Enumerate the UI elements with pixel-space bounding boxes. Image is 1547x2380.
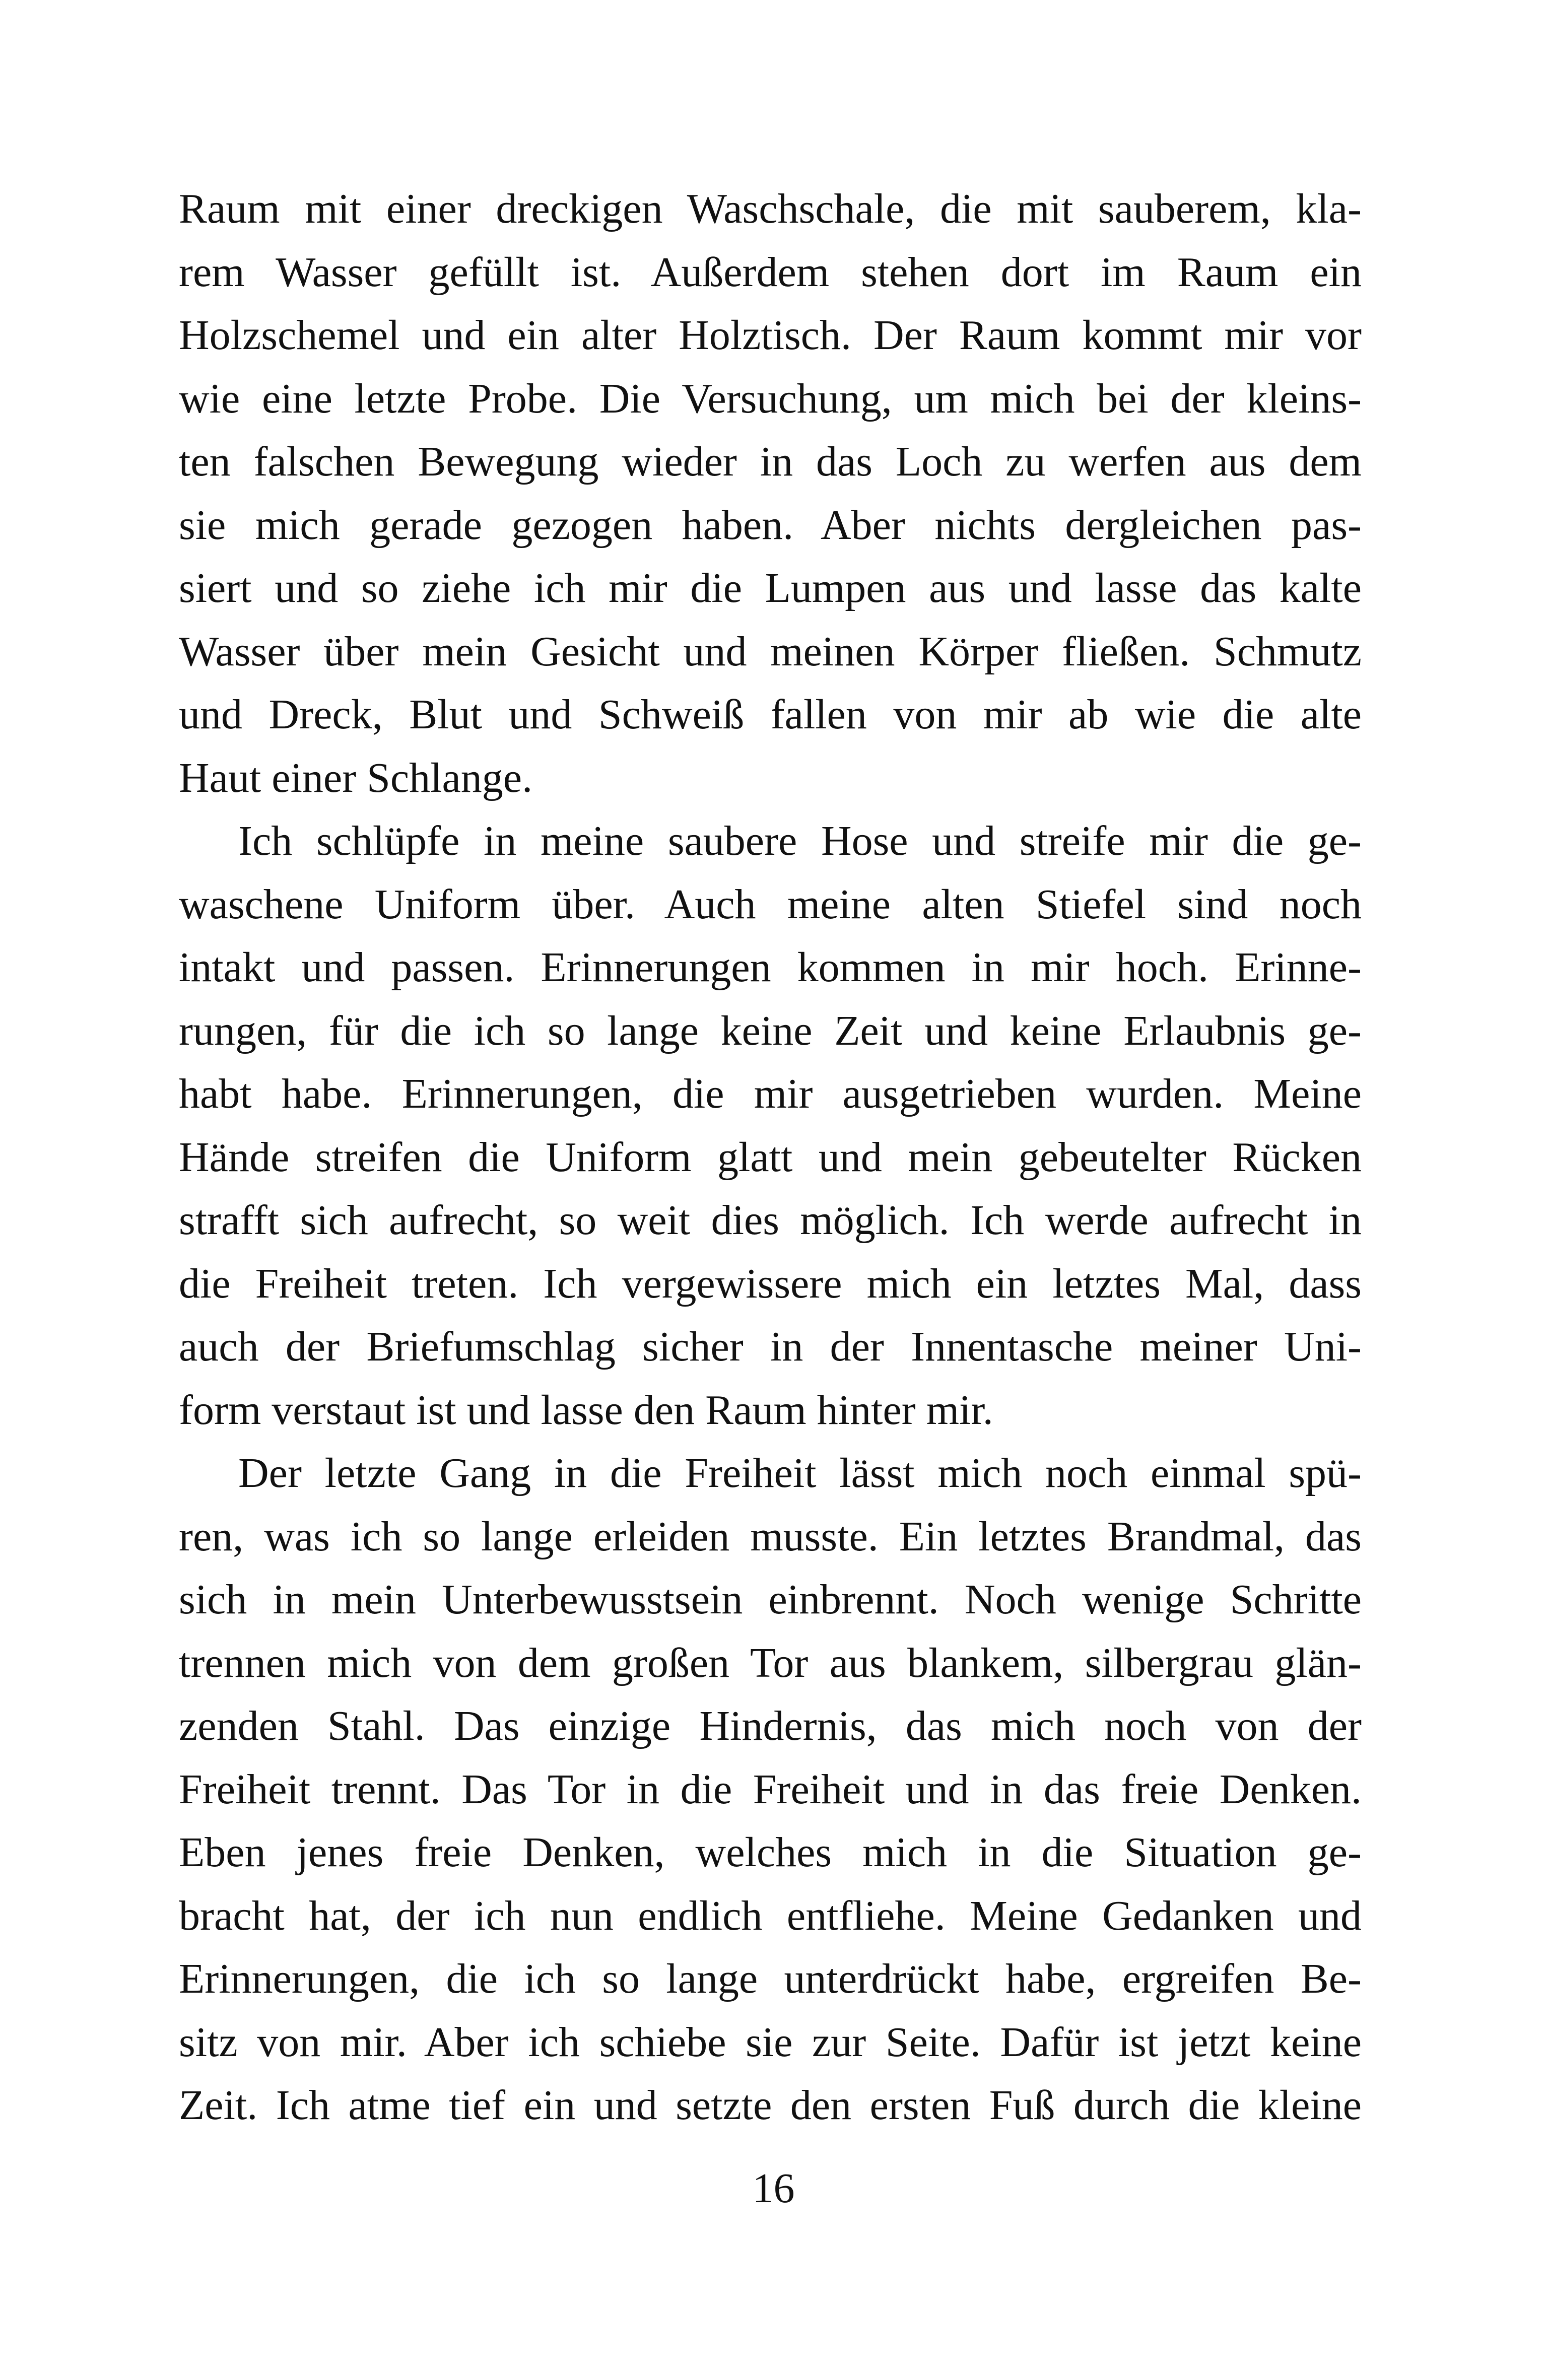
page-number: 16 bbox=[752, 2165, 795, 2212]
text-line: siert und so ziehe ich mir die Lumpen aus und lasse das kalte bbox=[179, 565, 1362, 611]
paragraph-end-line: form verstaut ist und lasse den Raum hinter mir. bbox=[179, 1386, 993, 1434]
body-text bbox=[179, 177, 1362, 2137]
text-line: Wasser über mein Gesicht und meinen Körper fließen. Schmutz bbox=[179, 628, 1362, 675]
text-line: sitz von mir. Aber ich schiebe sie zur Seite. Dafür ist jetzt keine bbox=[179, 2018, 1362, 2066]
text-line: und Dreck, Blut und Schweiß fallen von mir ab wie die alte bbox=[179, 691, 1362, 738]
text-line: Erinnerungen, die ich so lange unterdrückt habe, ergreifen Be- bbox=[179, 1955, 1362, 2002]
text-line: strafft sich aufrecht, so weit dies möglich. Ich werde aufrecht in bbox=[179, 1197, 1362, 1244]
text-line: waschene Uniform über. Auch meine alten Stiefel sind noch bbox=[179, 880, 1362, 928]
text-line: rungen, für die ich so lange keine Zeit und keine Erlaubnis ge- bbox=[179, 1007, 1362, 1054]
paragraph-end-line: Haut einer Schlange. bbox=[179, 754, 533, 801]
text-line: intakt und passen. Erinnerungen kommen in mir hoch. Erinne- bbox=[179, 944, 1362, 991]
paragraph-start-line: Der letzte Gang in die Freiheit lässt mich noch einmal spü- bbox=[238, 1450, 1362, 1497]
text-line: Holzschemel und ein alter Holztisch. Der Raum kommt mir vor bbox=[179, 312, 1362, 359]
text-line: Raum mit einer dreckigen Waschschale, die mit sauberem, kla- bbox=[179, 185, 1362, 232]
text-line: sich in mein Unterbewusstsein einbrennt. Noch wenige Schritte bbox=[179, 1576, 1362, 1623]
text-line: Hände streifen die Uniform glatt und mein gebeutelter Rücken bbox=[179, 1133, 1362, 1181]
text-line: rem Wasser gefüllt ist. Außerdem stehen dort im Raum ein bbox=[179, 248, 1362, 296]
text-line: Freiheit trennt. Das Tor in die Freiheit und in das freie Denken. bbox=[179, 1765, 1362, 1813]
text-line: Eben jenes freie Denken, welches mich in die Situation ge- bbox=[179, 1829, 1362, 1876]
text-line: wie eine letzte Probe. Die Versuchung, um mich bei der kleins- bbox=[179, 375, 1362, 422]
text-line: trennen mich von dem großen Tor aus blankem, silbergrau glän- bbox=[179, 1639, 1362, 1686]
paragraph-start-line: Ich schlüpfe in meine saubere Hose und streife mir die ge- bbox=[238, 818, 1362, 864]
text-line: sie mich gerade gezogen haben. Aber nichts dergleichen pas- bbox=[179, 501, 1362, 549]
text-line: ten falschen Bewegung wieder in das Loch zu werfen aus dem bbox=[179, 438, 1362, 485]
text-line: ren, was ich so lange erleiden musste. Ein letztes Brandmal, das bbox=[179, 1513, 1362, 1560]
text-line: habt habe. Erinnerungen, die mir ausgetrieben wurden. Meine bbox=[179, 1070, 1362, 1117]
text-line: auch der Briefumschlag sicher in der Innentasche meiner Uni- bbox=[179, 1323, 1362, 1370]
text-line: die Freiheit treten. Ich vergewissere mich ein letztes Mal, dass bbox=[179, 1260, 1362, 1307]
text-line: zenden Stahl. Das einzige Hindernis, das mich noch von der bbox=[179, 1703, 1362, 1749]
text-line: Zeit. Ich atme tief ein und setzte den ersten Fuß durch die kleine bbox=[179, 2082, 1362, 2129]
text-line: bracht hat, der ich nun endlich entfliehe. Meine Gedanken und bbox=[179, 1892, 1362, 1939]
